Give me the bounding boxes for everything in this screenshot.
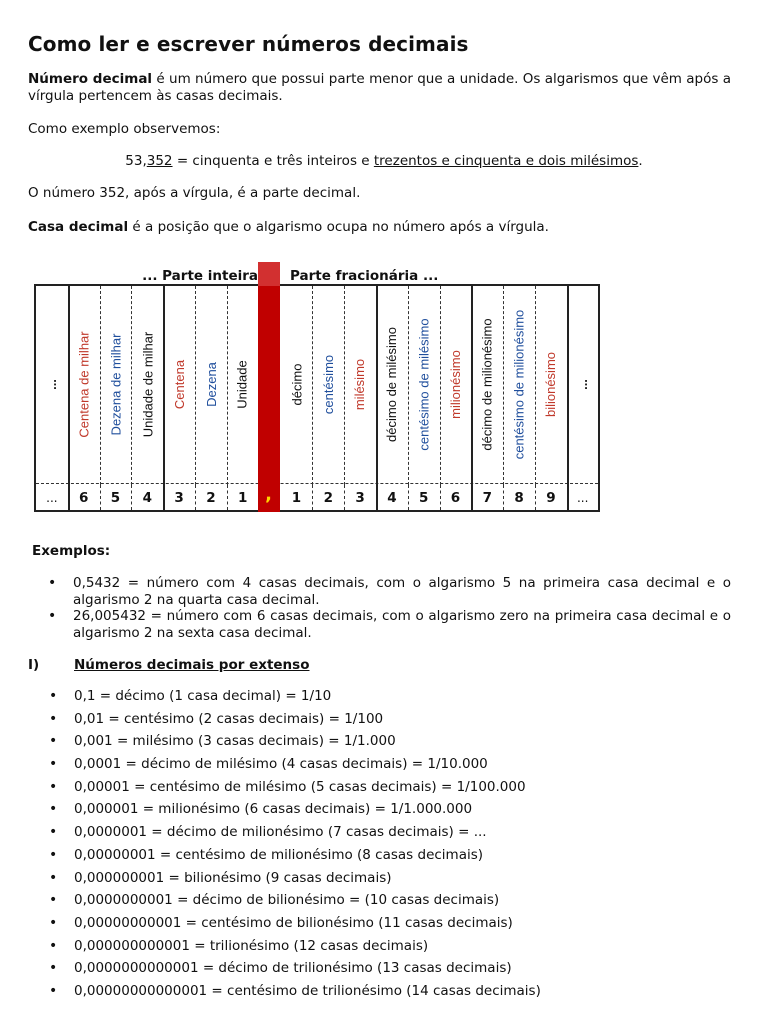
column-digit: ... [46,491,58,505]
column-name-text: ... [44,378,60,390]
table-column [535,286,567,509]
section-number: I) [28,657,40,673]
example-dec-part: 352 [146,153,173,169]
column-name-text: décimo de milionésimo [479,317,495,451]
table-column [408,286,440,509]
column-name [567,286,599,482]
decimal-places-table [34,260,600,522]
list-item: • 0,000001 = milionésimo (6 casas decimais) = 1/1.000.000 [74,801,768,824]
casa-paragraph [28,219,731,236]
column-name [100,286,132,482]
extenso-list [74,688,768,1006]
column-name-text: milionésimo [447,349,463,419]
column-name-text: milésimo [352,358,368,410]
column-name [68,286,100,482]
column-name-text: Centena [171,359,187,409]
column-digit: 2 [206,490,216,506]
column-name-text: Dezena de milhar [107,333,123,435]
column-digit: 8 [514,490,524,506]
list-item: • 26,005432 = número com 6 casas decimais, com o algarismo zero na primeira casa decimal e o algarismo 2 na sexta casa decimal. [73,608,731,641]
list-item: • 0,01 = centésimo (2 casas decimais) = 1/100 [74,711,768,734]
column-name [376,286,408,482]
examples-title: Exemplos: [32,543,111,559]
column-digit: 9 [546,490,556,506]
column-name-text: Unidade de milhar [139,331,155,437]
column-digit: 5 [110,490,121,506]
page-title: Como ler e escrever números decimais [28,32,469,56]
table-column [68,286,100,509]
column-name-text: Unidade [235,359,251,409]
table-column [567,286,599,509]
table-column [100,286,132,509]
example-label: Como exemplo observemos: [28,121,221,137]
intro-text: é um número que possui parte menor que a unidade. Os algarismos que vêm após a vírgula pertencem às casas decimais. [28,71,731,104]
table-column [227,286,259,509]
column-name [503,286,535,482]
table-column [36,286,68,509]
column-name [312,286,344,482]
intro-paragraph [28,71,731,105]
column-name-text: centésimo de milésimo [416,317,432,451]
table-column [163,286,195,509]
column-name [535,286,567,482]
column-name-text: ... [575,378,591,390]
list-item: • 0,0000000000001 = décimo de trilionésimo (13 casas decimais) [74,960,768,983]
decimal-comma: , [265,484,273,505]
list-item: • 0,00000000001 = centésimo de bilionésimo (11 casas decimais) [74,915,768,938]
table-column [281,286,313,509]
list-item: • 0,00000001 = centésimo de milionésimo (8 casas decimais) [74,847,768,870]
column-name [227,286,259,482]
table-column [195,286,227,509]
list-item: • 0,5432 = número com 4 casas decimais, com o algarismo 5 na primeira casa decimal e o algarismo 2 na quarta casa decimal. [73,575,731,608]
column-digit: 7 [482,490,492,506]
intro-term: Número decimal [28,71,153,87]
column-digit: 2 [323,490,333,506]
column-digit: 3 [174,490,184,506]
column-name-text: Centena de milhar [76,330,92,438]
column-digit: 3 [355,490,365,506]
table-column [376,286,408,509]
table-grid [34,284,600,512]
decimal-comma-bar [258,262,280,512]
example-mid: = cinquenta e três inteiros e [172,153,374,169]
decimal-comma-bar-top [258,262,280,286]
list-item: • 0,00001 = centésimo de milésimo (5 casas decimais) = 1/100.000 [74,779,768,802]
list-item: • 0,0001 = décimo de milésimo (4 casas decimais) = 1/10.000 [74,756,768,779]
column-name [195,286,227,482]
table-column [471,286,503,509]
column-digit: 6 [450,490,461,506]
table-column [131,286,163,509]
column-name [408,286,440,482]
header-integer-part: ... Parte inteira [142,268,258,284]
casa-term: Casa decimal [28,219,129,235]
column-digit: 1 [291,490,302,506]
example-words: trezentos e cinquenta e dois milésimos [373,153,639,169]
table-column [503,286,535,509]
column-name [36,286,68,482]
column-name-text: bilionésimo [543,351,559,417]
list-item: • 0,001 = milésimo (3 casas decimais) = 1/1.000 [74,733,768,756]
column-name [163,286,195,482]
column-name-text: centésimo [320,354,336,414]
column-digit: ... [576,491,589,505]
list-item: • 0,000000000001 = trilionésimo (12 casas decimais) [74,938,768,961]
table-column [312,286,344,509]
example-line [0,153,768,170]
example-int-part: 53, [125,153,147,169]
column-name [131,286,163,482]
examples-list [28,575,731,641]
column-name-text: centésimo de milionésimo [511,309,527,459]
column-name-text: Dezena [203,361,219,407]
column-digit: 1 [237,490,248,506]
column-name [471,286,503,482]
section-heading [28,657,309,673]
list-item: • 0,000000001 = bilionésimo (9 casas decimais) [74,870,768,893]
list-item: • 0,1 = décimo (1 casa decimal) = 1/10 [74,688,768,711]
table-column [440,286,472,509]
casa-text: é a posição que o algarismo ocupa no número após a vírgula. [128,219,549,235]
list-item: • 0,00000000000001 = centésimo de trilionésimo (14 casas decimais) [74,983,768,1006]
decimal-part-note: O número 352, após a vírgula, é a parte decimal. [28,185,361,201]
example-end: . [638,153,643,169]
column-name [440,286,472,482]
list-item: • 0,0000001 = décimo de milionésimo (7 casas decimais) = ... [74,824,768,847]
column-digit: 4 [142,490,152,506]
column-digit: 5 [418,490,429,506]
column-name-text: décimo de milésimo [384,326,400,442]
section-title: Números decimais por extenso [74,657,310,673]
column-name [281,286,313,482]
column-digit: 6 [78,490,89,506]
table-column [344,286,376,509]
list-item: • 0,0000000001 = décimo de bilionésimo = (10 casas decimais) [74,892,768,915]
column-name [344,286,376,482]
header-fractional-part: Parte fracionária ... [290,268,439,284]
column-name-text: décimo [288,363,304,405]
column-digit: 4 [387,490,397,506]
